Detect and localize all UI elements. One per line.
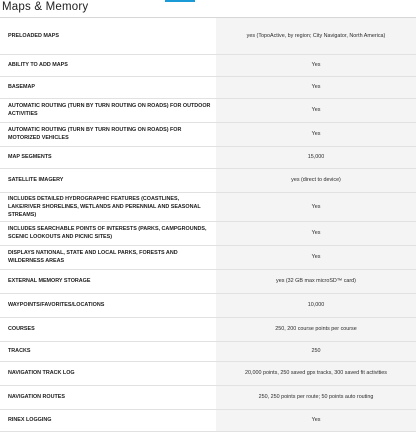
- spec-row: [0, 221, 416, 245]
- spec-row: [0, 18, 416, 54]
- spec-label: INCLUDES SEARCHABLE POINTS OF INTERESTS (PARKS, CAMPGROUNDS, SCENIC LOOKOUTS AND PICNIC SITES): [0, 221, 216, 245]
- spec-value: 250, 250 points per route; 50 points auto routing: [216, 385, 416, 409]
- spec-row: [0, 317, 416, 341]
- spec-label: NAVIGATION ROUTES: [0, 385, 216, 409]
- spec-value: 250: [216, 341, 416, 361]
- spec-value: Yes: [216, 221, 416, 245]
- spec-row: [0, 341, 416, 361]
- spec-label: DISPLAYS NATIONAL, STATE AND LOCAL PARKS, FORESTS AND WILDERNESS AREAS: [0, 245, 216, 269]
- spec-value: Yes: [216, 409, 416, 431]
- spec-label: AUTOMATIC ROUTING (TURN BY TURN ROUTING ON ROADS) FOR MOTORIZED VEHICLES: [0, 122, 216, 146]
- spec-row: [0, 54, 416, 76]
- spec-row: [0, 192, 416, 221]
- spec-label: INCLUDES DETAILED HYDROGRAPHIC FEATURES (COASTLINES, LAKE/RIVER SHORELINES, WETLANDS AND PERENNIAL AND SEASONAL STREAMS): [0, 192, 216, 221]
- spec-value: Yes: [216, 245, 416, 269]
- spec-value: Yes: [216, 76, 416, 98]
- spec-value: 10,000: [216, 293, 416, 317]
- spec-row: [0, 409, 416, 431]
- spec-label: AUTOMATIC ROUTING (TURN BY TURN ROUTING ON ROADS) FOR OUTDOOR ACTIVITIES: [0, 98, 216, 122]
- spec-label: NAVIGATION TRACK LOG: [0, 361, 216, 385]
- spec-row: [0, 122, 416, 146]
- spec-row: [0, 76, 416, 98]
- spec-value: Yes: [216, 192, 416, 221]
- spec-label: SATELLITE IMAGERY: [0, 168, 216, 192]
- spec-row: [0, 269, 416, 293]
- spec-label: WAYPOINTS/FAVORITES/LOCATIONS: [0, 293, 216, 317]
- spec-row: [0, 385, 416, 409]
- spec-row: [0, 293, 416, 317]
- spec-value: Yes: [216, 98, 416, 122]
- spec-value: yes (TopoActive, by region; City Navigator, North America): [216, 18, 416, 54]
- spec-value: Yes: [216, 54, 416, 76]
- spec-row: [0, 98, 416, 122]
- spec-label: BASEMAP: [0, 76, 216, 98]
- spec-value: 250, 200 course points per course: [216, 317, 416, 341]
- spec-value: yes (32 GB max microSD™ card): [216, 269, 416, 293]
- spec-value: 15,000: [216, 146, 416, 168]
- specs-table: [0, 18, 416, 432]
- section-title: Maps & Memory: [2, 1, 89, 13]
- spec-row: [0, 146, 416, 168]
- spec-label: TRACKS: [0, 341, 216, 361]
- spec-value: 20,000 points, 250 saved gpx tracks, 300 saved fit activities: [216, 361, 416, 385]
- spec-row: [0, 245, 416, 269]
- spec-label: ABILITY TO ADD MAPS: [0, 54, 216, 76]
- spec-label: MAP SEGMENTS: [0, 146, 216, 168]
- spec-label: EXTERNAL MEMORY STORAGE: [0, 269, 216, 293]
- spec-row: [0, 168, 416, 192]
- spec-label: COURSES: [0, 317, 216, 341]
- spec-value: yes (direct to device): [216, 168, 416, 192]
- spec-value: Yes: [216, 122, 416, 146]
- spec-label: PRELOADED MAPS: [0, 18, 216, 54]
- spec-row: [0, 361, 416, 385]
- spec-label: RINEX LOGGING: [0, 409, 216, 431]
- active-tab-indicator: [165, 0, 195, 2]
